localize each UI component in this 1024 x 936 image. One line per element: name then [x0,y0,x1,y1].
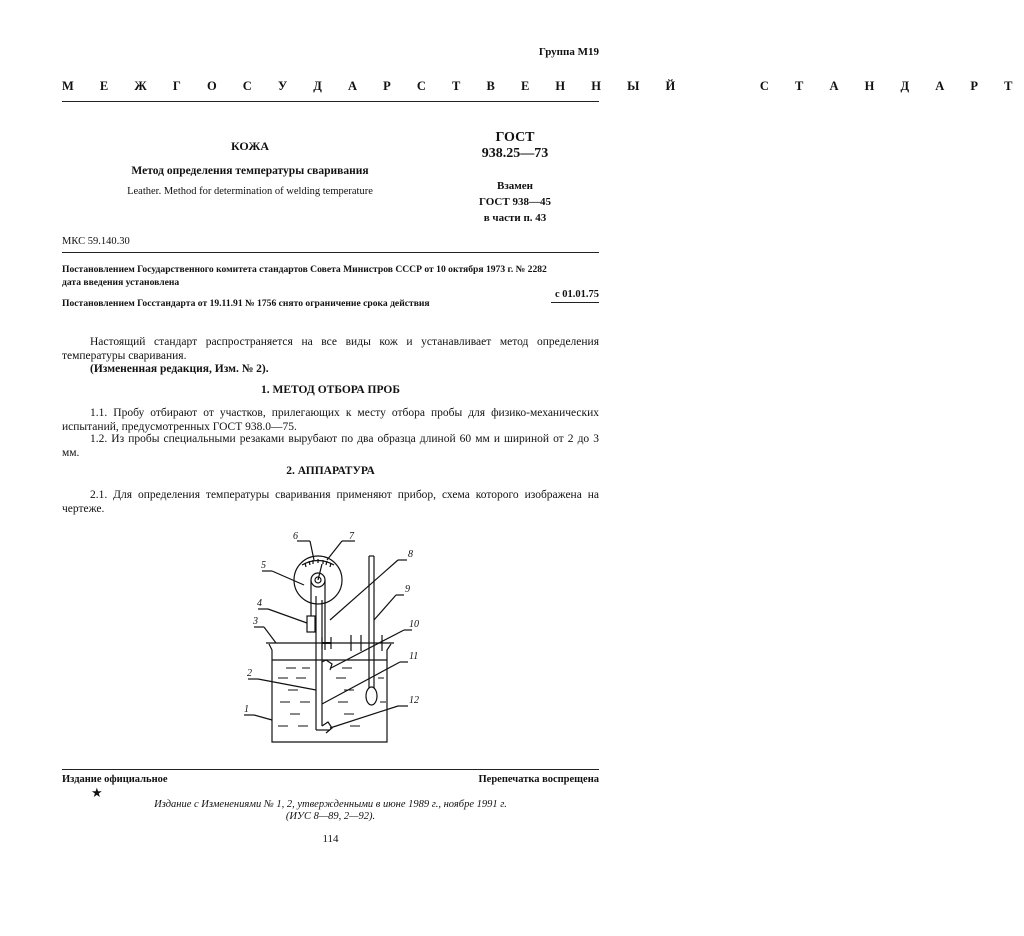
label-12: 12 [409,695,419,706]
label-10: 10 [409,619,419,630]
decree-date: с 01.01.75 [554,289,599,300]
label-3: 3 [253,616,258,627]
label-6: 6 [293,531,298,542]
edition-note: Издание с Изменениями № 1, 2, утвержденными в июне 1989 г., ноябре 1991 г. [154,799,507,810]
paragraph-2-1: 2.1. Для определения температуры сваривания применяют прибор, схема которого изображена на чертеже. [62,489,599,515]
label-9: 9 [405,584,410,595]
label-4: 4 [257,598,262,609]
doc-subtitle-en: Leather. Method for determination of welding temperature [127,186,373,197]
mks-code: МКС 59.140.30 [62,236,130,247]
replaces-label: Взамен [497,180,533,192]
replaces-doc: ГОСТ 938—45 [479,196,551,208]
decree-line3: Постановлением Госстандарта от 19.11.91 № 1756 снято ограничение срока действия [62,298,430,309]
reprint-notice: Перепечатка воспрещена [478,774,599,785]
header-rule [62,101,599,102]
replaces-part: в части п. 43 [483,212,547,224]
title-rule [62,252,599,253]
section1-title: 1. МЕТОД ОТБОРА ПРОБ [261,384,400,396]
label-2: 2 [247,668,252,679]
ius-note: (ИУС 8—89, 2—92). [285,811,376,822]
label-11: 11 [409,651,419,662]
group-code: Группа М19 [538,46,599,58]
official-edition: Издание официальное [62,774,168,785]
footer-rule [62,769,599,770]
gost-label: ГОСТ [495,130,535,145]
label-7: 7 [349,531,354,542]
decree-line1: Постановлением Государственного комитета стандартов Совета Министров СССР от 10 октября 1973 г. № 2282 [62,264,547,275]
label-8: 8 [408,549,413,560]
page-title: М Е Ж Г О С У Д А Р С Т В Е Н Н Ы Й С Т А Н Д А Р Т [62,79,1024,93]
label-5: 5 [261,560,266,571]
page-number: 114 [322,833,339,845]
date-rule [551,302,599,303]
paragraph-1-2: 1.2. Из пробы специальными резаками вырубают по два образца длиной 60 мм и шириной от 2 до 3 мм. [62,433,599,459]
section2-title: 2. АППАРАТУРА [286,465,375,477]
decree-line2: дата введения установлена [62,277,180,288]
label-1: 1 [244,704,249,715]
star-icon: ★ [91,785,103,800]
doc-subtitle-ru: Метод определения температуры сваривания [131,165,369,177]
doc-name: КОЖА [231,139,269,153]
intro-note: (Измененная редакция, Изм. № 2). [90,363,269,375]
apparatus-diagram [230,528,430,753]
intro-paragraph: Настоящий стандарт распространяется на все виды кож и устанавливает метод определения температуры сваривания. [62,336,599,362]
gost-number: 938.25—73 [481,146,549,161]
paragraph-1-1: 1.1. Пробу отбирают от участков, прилегающих к месту отбора пробы для физико-механических испытаний, предусмотренных ГОСТ 938.0—75. [62,407,599,433]
